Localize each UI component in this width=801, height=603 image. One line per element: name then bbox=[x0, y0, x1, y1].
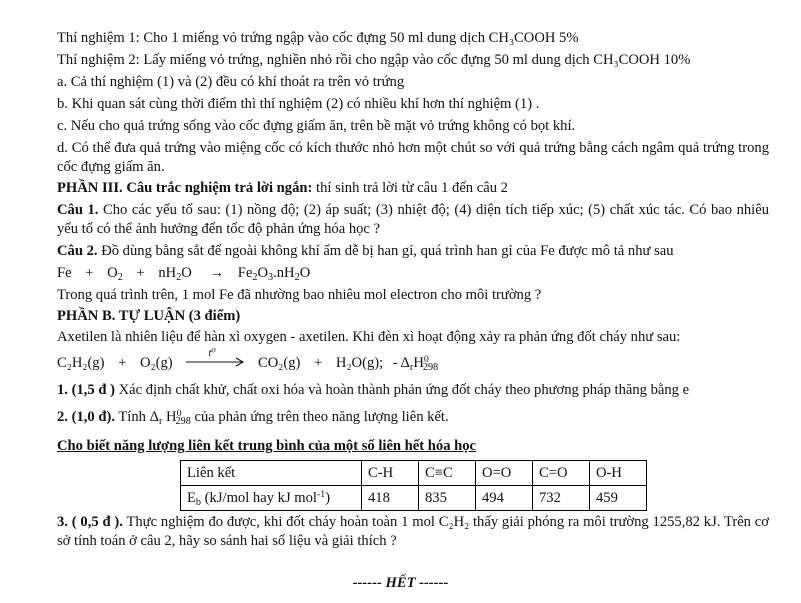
combust-eq-enthalpy: - $\Delta_rH^0_{298}$ bbox=[392, 354, 439, 373]
table-row-label: Liên kết bbox=[181, 461, 362, 486]
option-b: b. Khi quan sát cùng thời điểm thì thí nghiệm (2) có nhiều khí hơn thí nghiệm (1) . bbox=[57, 96, 540, 112]
experiment-1: Thí nghiệm 1: Cho 1 miếng vỏ trứng ngập vào cốc đựng 50 ml dung dịch CH₃COOH 5% bbox=[57, 30, 579, 46]
part-b-q3-text: Thực nghiệm đo được, khi đốt cháy hoàn toàn 1 mol C₂H₂ thấy giải phóng ra môi trường 1255,82 kJ. Trên cơ sở tính toán ở câu 2, hãy so sánh hai số liệu và giải thích ? bbox=[57, 514, 769, 549]
combust-eq-o2: O₂(g) bbox=[140, 355, 173, 371]
table-header-cell: C-H bbox=[362, 461, 419, 486]
part3-title: PHẦN III. Câu trắc nghiệm trả lời ngắn: bbox=[57, 180, 313, 196]
rust-eq-water: $nH_2O$ bbox=[158, 265, 192, 283]
question-1-label: Câu 1. bbox=[57, 202, 99, 218]
table-header-cell: O=O bbox=[476, 461, 533, 486]
question-1-text: Cho các yếu tố sau: (1) nồng độ; (2) áp suất; (3) nhiệt độ; (4) diện tích tiếp xúc; (5) chất xúc tác. Có bao nhiêu yếu tố có thể ảnh hưởng đến tốc độ phản ứng hóa học ? bbox=[57, 202, 770, 237]
table-header-cell: C≡C bbox=[419, 461, 476, 486]
part-b-q1-label: 1. (1,5 đ ) bbox=[57, 382, 115, 398]
option-d: d. Có thể đưa quả trứng vào miệng cốc có kích thước nhỏ hơn một chút so với quả trứng bằng cách ngâm quả trứng trong cốc đựng giấm ăn. bbox=[57, 140, 769, 175]
rust-eq-arrow: → bbox=[209, 265, 225, 281]
table-value-cell: 835 bbox=[419, 486, 476, 511]
table-value-cell: 418 bbox=[362, 486, 419, 511]
end-marker: ------ HẾT ------ bbox=[352, 575, 449, 591]
combustion-equation bbox=[57, 347, 439, 373]
combust-eq-plus-2: + bbox=[314, 355, 323, 371]
table-row bbox=[181, 486, 647, 511]
part-b-question-2: 2. (1,0 đ). Tính $\Delta_r$ $H^0_{298}$ của phản ứng trên theo năng lượng liên kết. bbox=[57, 408, 449, 427]
bond-energy-table bbox=[180, 460, 647, 511]
question-2 bbox=[57, 242, 674, 260]
option-c: c. Nếu cho quả trứng sống vào cốc đựng giấm ăn, trên bề mặt vỏ trứng không có bọt khí. bbox=[57, 118, 576, 134]
table-value-cell: 459 bbox=[590, 486, 647, 511]
table-header-cell: O-H bbox=[590, 461, 647, 486]
question-2-label: Câu 2. bbox=[57, 243, 98, 259]
combust-eq-plus-1: + bbox=[118, 355, 127, 371]
part-b-q2-label: 2. (1,0 đ). bbox=[57, 409, 115, 425]
rust-equation bbox=[57, 264, 310, 282]
combust-eq-c2h2: C₂H₂(g) bbox=[57, 355, 105, 371]
part-b-title: PHẦN B. TỰ LUẬN (3 điểm) bbox=[57, 308, 241, 324]
part-b-question-3 bbox=[57, 513, 769, 550]
temperature-label: t⁰ bbox=[208, 347, 216, 359]
rust-eq-plus-2: + bbox=[136, 265, 145, 281]
part-b-question-1 bbox=[57, 381, 689, 399]
part3-instruction: thí sinh trả lời từ câu 1 đến câu 2 bbox=[312, 180, 508, 196]
combust-eq-arrow bbox=[184, 347, 246, 369]
part-b-intro: Axetilen là nhiên liệu để hàn xì oxygen - axetilen. Khi đèn xì hoạt động xảy ra phản ứng đốt cháy như sau: bbox=[57, 329, 681, 345]
question-1 bbox=[57, 201, 769, 238]
table-value-cell: 494 bbox=[476, 486, 533, 511]
table-value-cell: 732 bbox=[533, 486, 590, 511]
table-title: Cho biết năng lượng liên kết trung bình của một số liên hết hóa học bbox=[57, 438, 477, 454]
question-2-text: Đồ dùng bằng sắt để ngoài không khí ẩm dễ bị han gỉ, quá trình han gỉ của Fe được mô tả như sau bbox=[97, 243, 674, 259]
rust-eq-o2: $O_2$ bbox=[107, 265, 123, 283]
table-header-cell: C=O bbox=[533, 461, 590, 486]
combust-eq-h2o: H₂O(g); bbox=[335, 355, 384, 371]
option-a: a. Cả thí nghiệm (1) và (2) đều có khí thoát ra trên vỏ trứng bbox=[57, 74, 405, 90]
experiment-2: Thí nghiệm 2: Lấy miếng vỏ trứng, nghiền nhỏ rồi cho ngập vào cốc đựng 50 ml dung dịch CH₃COOH 10% bbox=[57, 52, 691, 68]
combust-eq-co2: CO₂(g) bbox=[257, 355, 301, 371]
part-b-q3-label: 3. ( 0,5 đ ). bbox=[57, 514, 123, 530]
long-arrow-icon bbox=[184, 355, 246, 369]
table-row-label: $E_b$ (kJ/mol hay kJ mol$^{-1}$) bbox=[181, 486, 362, 511]
rust-eq-product: $Fe_2O_3.nH_2O$ bbox=[237, 265, 311, 283]
question-2-prompt: Trong quá trình trên, 1 mol Fe đã nhường bao nhiêu mol electron cho môi trường ? bbox=[57, 287, 542, 303]
table-row bbox=[181, 461, 647, 486]
part3-heading bbox=[57, 179, 508, 197]
rust-eq-plus-1: + bbox=[85, 265, 94, 281]
part-b-q1-text: Xác định chất khử, chất oxi hóa và hoàn thành phản ứng đốt cháy theo phương pháp thăng bằng e bbox=[114, 382, 690, 398]
rust-eq-fe: Fe bbox=[57, 265, 72, 281]
